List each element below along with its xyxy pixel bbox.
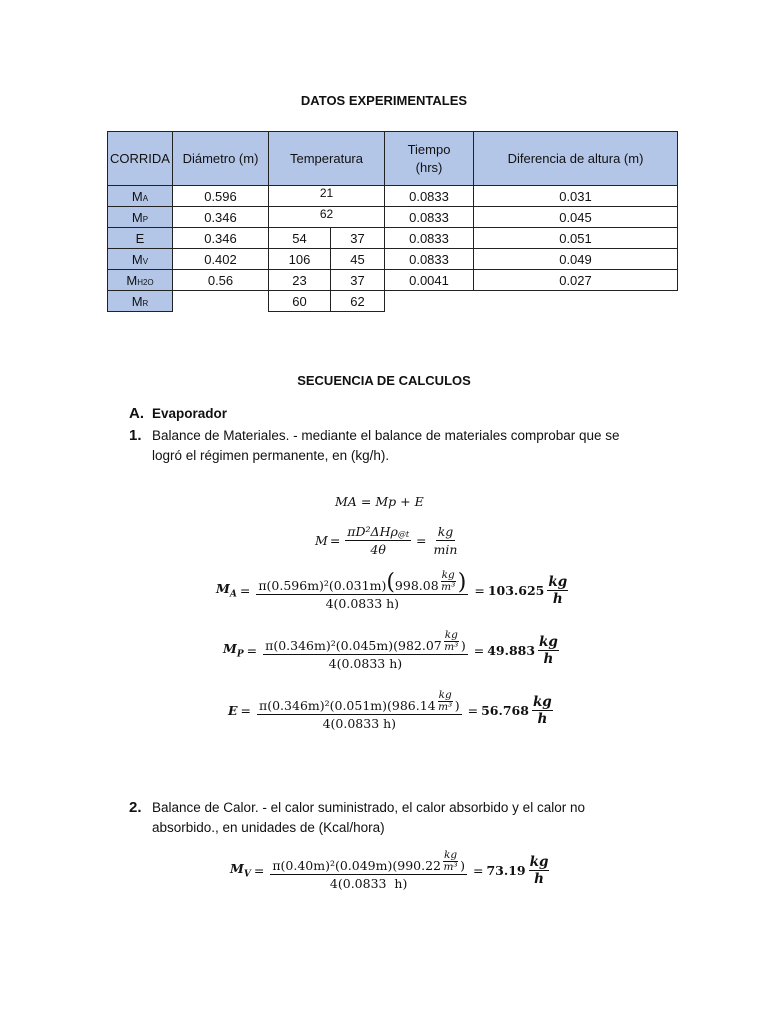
row-label-sub: V xyxy=(142,256,149,266)
header-temperatura: Temperatura xyxy=(269,132,385,186)
eq-result-unit xyxy=(529,854,550,887)
equation-ma: $M_A$ = π(0.596m)²(0.031m) ( 998.08 $\frac{kg}{\text{m³}}$ ) 4(0.0833 h) = 103.625 $\frac{kg}{h}$ xyxy=(216,569,568,611)
row-label-sub: R xyxy=(142,298,149,308)
equation-mass-balance: MA = Mp + E xyxy=(335,494,424,509)
eq-fraction xyxy=(345,524,411,557)
table-row xyxy=(108,207,678,228)
experimental-data-table xyxy=(107,131,678,312)
item-1-text xyxy=(152,426,620,466)
row-label-main: M xyxy=(126,272,138,288)
eq-numerator: π(0.596m)²(0.031m) xyxy=(258,578,387,593)
row-label-sub: H2O xyxy=(137,277,154,287)
table-row xyxy=(108,186,678,207)
table-header-row xyxy=(108,132,678,186)
unit-kg: kg xyxy=(529,854,549,870)
unit-m3: m³ xyxy=(438,701,453,713)
unit-kg: kg xyxy=(443,849,458,861)
row-label xyxy=(108,249,173,270)
eq-density-unit xyxy=(438,690,453,713)
cell-temp-2: 45 xyxy=(331,249,385,270)
equation-mp: $M_P$ = π(0.346m)²(0.045m)(982.07 $\frac{kg}{\text{m³}}$ ) 4(0.0833 h) = 49.883 $\frac{kg}{h}$ xyxy=(223,629,558,671)
unit-h: h xyxy=(534,871,544,887)
eq-numerator: kg xyxy=(437,524,454,539)
unit-kg: kg xyxy=(532,694,552,710)
eq-denominator: 4(0.0833 h) xyxy=(322,716,397,731)
unit-kg: kg xyxy=(438,689,452,701)
unit-h: h xyxy=(543,651,554,667)
eq-denominator: 4(0.0833 h) xyxy=(328,656,403,671)
row-label xyxy=(108,270,173,291)
eq-denominator: min xyxy=(433,542,458,557)
eq-lhs-sub: V xyxy=(243,869,251,880)
cell-temp-1: 106 xyxy=(269,249,331,270)
eq-fraction: π(0.346m)²(0.051m)(986.14 $\frac{kg}{\text{m³}}$ ) 4(0.0833 h) xyxy=(259,689,460,731)
header-diametro: Diámetro (m) xyxy=(173,132,269,186)
eq-lhs xyxy=(223,641,244,660)
eq-result: 49.883 xyxy=(487,643,536,658)
unit-m3: m³ xyxy=(441,581,456,593)
eq-sub: @t xyxy=(397,530,410,539)
eq-result: 103.625 xyxy=(487,583,545,598)
item-1-line-2: logró el régimen permanente, en (kg/h). xyxy=(152,448,390,463)
header-tiempo-text: Tiempo (hrs) xyxy=(407,141,451,175)
row-label xyxy=(108,207,173,228)
unit-h: h xyxy=(537,711,548,727)
cell-diameter: 0.346 xyxy=(173,207,269,228)
eq-denominator: 4(0.0833 h) xyxy=(329,876,408,891)
cell-empty xyxy=(385,291,474,312)
cell-diameter: 0.402 xyxy=(173,249,269,270)
eq-lhs-main: M xyxy=(216,581,230,597)
row-label xyxy=(108,291,173,312)
eq-term: Mp xyxy=(375,494,397,509)
eq-numerator: π(0.40m)²(0.049m)(990.22 xyxy=(272,858,441,873)
eq-term: E xyxy=(414,494,424,509)
eq-density-unit xyxy=(444,630,459,653)
unit-m3: m³ xyxy=(443,861,458,873)
eq-lhs-sub: P xyxy=(236,649,244,660)
row-label-main: M xyxy=(131,188,143,204)
row-label: E xyxy=(108,228,173,249)
eq-density-unit xyxy=(441,570,456,593)
cell-time: 0.0833 xyxy=(385,186,474,207)
item-2-line-1: Balance de Calor. - el calor suministrado, el calor absorbido y el calor no xyxy=(152,800,585,815)
section-heading-experimental: DATOS EXPERIMENTALES xyxy=(300,93,468,108)
cell-height-diff: 0.031 xyxy=(474,186,678,207)
eq-term: MA xyxy=(335,494,357,509)
eq-lhs-main: M xyxy=(223,641,237,657)
eq-result-unit xyxy=(538,634,559,667)
eq-lhs-sub: A xyxy=(229,589,237,600)
header-tiempo xyxy=(385,132,474,186)
eq-denominator: 4(0.0833 h) xyxy=(325,596,400,611)
cell-temp-1: 23 xyxy=(269,270,331,291)
header-diferencia: Diferencia de altura (m) xyxy=(474,132,678,186)
eq-denominator: 4θ xyxy=(370,542,386,557)
item-2-line-2: absorbido., en unidades de (Kcal/hora) xyxy=(152,820,385,835)
item-2-text xyxy=(152,798,585,838)
cell-empty xyxy=(173,291,269,312)
cell-temp-2: 37 xyxy=(331,270,385,291)
section-a-marker: A. xyxy=(129,405,144,422)
cell-height-diff: 0.049 xyxy=(474,249,678,270)
section-a-title: Evaporador xyxy=(152,406,228,421)
eq-term: M xyxy=(315,533,328,548)
eq-density: 998.08 xyxy=(394,578,439,593)
row-label-main: M xyxy=(131,293,143,309)
eq-numerator: πD²ΔHρ xyxy=(347,524,398,539)
table-row xyxy=(108,228,678,249)
equation-mv: $M_V$ = π(0.40m)²(0.049m)(990.22 $\frac{kg}{\text{m³}}$ ) 4(0.0833 h) = 73.19 $\frac{kg}{h}$ xyxy=(230,849,549,891)
eq-result-unit xyxy=(532,694,553,727)
eq-numerator: π(0.346m)²(0.051m)(986.14 xyxy=(259,698,436,713)
cell-temp-1: 60 xyxy=(269,291,331,312)
eq-fraction: π(0.40m)²(0.049m)(990.22 $\frac{kg}{\text{m³}}$ ) 4(0.0833 h) xyxy=(272,849,465,891)
equation-e: E = π(0.346m)²(0.051m)(986.14 $\frac{kg}{\text{m³}}$ ) 4(0.0833 h) = 56.768 $\frac{kg}{h}$ xyxy=(228,689,552,731)
eq-result-unit xyxy=(547,574,568,607)
eq-density-unit xyxy=(443,850,458,873)
unit-kg: kg xyxy=(548,574,568,590)
row-label xyxy=(108,186,173,207)
eq-fraction: π(0.596m)²(0.031m) ( 998.08 $\frac{kg}{\text{m³}}$ ) 4(0.0833 h) xyxy=(258,569,467,611)
cell-diameter: 0.346 xyxy=(173,228,269,249)
cell-empty xyxy=(474,291,678,312)
cell-time: 0.0833 xyxy=(385,207,474,228)
unit-kg: kg xyxy=(539,634,558,650)
unit-kg: kg xyxy=(444,629,458,641)
row-label-main: M xyxy=(131,251,143,267)
cell-temperature: 21 xyxy=(269,186,385,207)
row-label-sub: A xyxy=(142,193,149,203)
cell-temp-2: 37 xyxy=(331,228,385,249)
cell-diameter: 0.596 xyxy=(173,186,269,207)
cell-height-diff: 0.051 xyxy=(474,228,678,249)
cell-time: 0.0041 xyxy=(385,270,474,291)
table-row xyxy=(108,249,678,270)
unit-kg: kg xyxy=(441,569,455,581)
table-row xyxy=(108,270,678,291)
eq-result: 56.768 xyxy=(481,703,529,718)
equation-general-formula: M = πD²ΔHρ $_{@t}$ 4θ = $\frac{kg}{\min}$ xyxy=(315,524,458,557)
table-row xyxy=(108,291,678,312)
unit-m3: m³ xyxy=(444,641,459,653)
cell-temp-2: 62 xyxy=(331,291,385,312)
eq-lhs-main: M xyxy=(230,861,244,877)
eq-unit-fraction xyxy=(432,524,460,557)
cell-diameter: 0.56 xyxy=(173,270,269,291)
item-1-line-1: Balance de Materiales. - mediante el balance de materiales comprobar que se xyxy=(152,428,620,443)
eq-lhs xyxy=(216,581,237,600)
item-1-marker: 1. xyxy=(129,427,142,444)
cell-height-diff: 0.027 xyxy=(474,270,678,291)
eq-result: 73.19 xyxy=(486,863,526,878)
unit-h: h xyxy=(552,591,563,607)
header-corrida: CORRIDA xyxy=(108,132,173,186)
eq-lhs: E xyxy=(228,703,238,718)
item-2-marker: 2. xyxy=(129,799,142,816)
cell-temp-1: 54 xyxy=(269,228,331,249)
cell-height-diff: 0.045 xyxy=(474,207,678,228)
cell-temperature: 62 xyxy=(269,207,385,228)
row-label-main: M xyxy=(131,209,143,225)
eq-numerator: π(0.346m)²(0.045m)(982.07 xyxy=(265,638,442,653)
row-label-sub: P xyxy=(142,214,149,224)
cell-time: 0.0833 xyxy=(385,249,474,270)
cell-time: 0.0833 xyxy=(385,228,474,249)
section-heading-calculations: SECUENCIA DE CALCULOS xyxy=(297,373,471,388)
eq-fraction: π(0.346m)²(0.045m)(982.07 $\frac{kg}{\text{m³}}$ ) 4(0.0833 h) xyxy=(265,629,466,671)
eq-lhs xyxy=(230,861,251,880)
